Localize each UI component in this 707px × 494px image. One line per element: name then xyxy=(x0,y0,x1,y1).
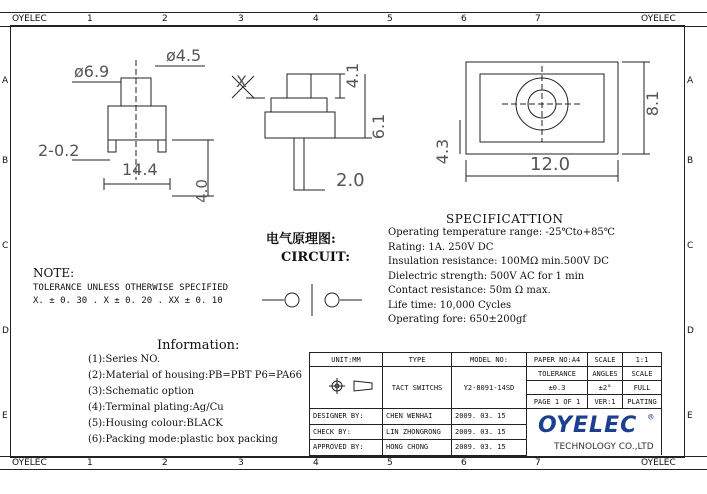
ruler-col-7: 7 xyxy=(535,14,541,24)
row-label-c: C xyxy=(2,241,9,251)
ruler-col-4: 4 xyxy=(313,458,319,468)
title-block xyxy=(309,352,662,456)
mid-view-pin xyxy=(294,138,304,190)
company-logo: OYELEC xyxy=(538,413,638,438)
dim-4-1: 4.1 xyxy=(343,62,363,89)
tb-check-value: LIN ZHONGRONG xyxy=(383,424,452,440)
tb-scale-header: SCALE xyxy=(588,353,623,367)
tb-angles-value: ±2° xyxy=(588,381,623,395)
info-item: (6):Packing mode:plastic box packing xyxy=(88,434,278,445)
spec-item: Insulation resistance: 100MΩ min.500V DC xyxy=(388,256,609,267)
dim-6-1: 6.1 xyxy=(369,113,389,140)
tb-tolerance-value: ±0.3 xyxy=(527,381,588,395)
tb-unit: UNIT:MM xyxy=(310,353,383,367)
tb-logo-cell xyxy=(527,409,662,456)
tb-angles: ANGLES xyxy=(588,367,623,381)
ruler-col-3: 3 xyxy=(238,458,244,468)
spec-item: Life time: 10,000 Cycles xyxy=(388,299,512,311)
ruler-col-2: 2 xyxy=(162,14,168,24)
tb-check-header: CHECK BY: xyxy=(310,424,383,440)
ruler-col-1: 1 xyxy=(87,14,93,24)
specification-title: SPECIFICATTION xyxy=(446,212,564,226)
tb-tolerance: TOLERANCE xyxy=(527,367,588,381)
dim-2-0: 2.0 xyxy=(336,170,365,191)
ruler-col-7: 7 xyxy=(535,458,541,468)
mid-view-upper-body xyxy=(271,98,327,112)
dim-4-0: 4.0 xyxy=(192,179,211,203)
tb-projection-cell xyxy=(310,367,383,409)
tb-designer-header: DESIGNER BY: xyxy=(310,409,383,425)
info-item: (1):Series NO. xyxy=(88,354,161,365)
company-name: TECHNOLOGY CO.,LTD xyxy=(554,442,654,452)
tb-page: PAGE 1 OF 1 xyxy=(527,395,588,409)
row-label-c: C xyxy=(687,241,694,251)
ruler-corner-left: OYELEC xyxy=(12,458,47,468)
row-label-a: A xyxy=(687,76,694,86)
ruler-col-6: 6 xyxy=(461,458,467,468)
dim-12-0: 12.0 xyxy=(530,154,571,175)
tb-check-date: 2009. 03. 15 xyxy=(452,424,527,440)
tb-scale2: SCALE xyxy=(623,367,662,381)
ruler-col-1: 1 xyxy=(87,458,93,468)
ruler-corner-right: OYELEC xyxy=(641,458,676,468)
row-label-e: E xyxy=(2,411,8,421)
circuit-title-en: CIRCUIT: xyxy=(281,250,351,265)
spec-item: Operating fore: 650±200gf xyxy=(388,314,527,325)
tb-model-value: Y2-8091-14SD xyxy=(452,367,527,409)
dim-2-0-2: 2-0.2 xyxy=(38,141,80,160)
ruler-col-5: 5 xyxy=(387,458,393,468)
circuit-title-cn: 电气原理图: xyxy=(266,232,336,247)
tb-plating: PLATING xyxy=(623,395,662,409)
note-line-1: TOLERANCE UNLESS OTHERWISE SPECIFIED xyxy=(33,283,229,293)
mid-view-lower-body xyxy=(265,112,335,138)
specification-list xyxy=(388,226,615,328)
tb-ver: VER:1 xyxy=(588,395,623,409)
spec-item: Operating temperature range: -25℃to+85℃ xyxy=(388,227,615,238)
ruler-col-2: 2 xyxy=(162,458,168,468)
spec-item: Dielectric strength: 500V AC for 1 min xyxy=(388,270,585,282)
tb-type-value: TACT SWITCHS xyxy=(383,367,452,409)
registered-mark-icon: ® xyxy=(648,413,654,423)
spec-item: Rating: 1A. 250V DC xyxy=(388,241,494,253)
dim-14-4: 14.4 xyxy=(122,160,158,179)
info-item: (5):Housing colour:BLACK xyxy=(88,418,223,429)
row-label-b: B xyxy=(687,156,694,166)
info-item: (2):Material of housing:PB=PBT P6=PA66 xyxy=(88,370,302,381)
left-view-body xyxy=(108,106,166,140)
ruler-col-4: 4 xyxy=(313,14,319,24)
left-view-pin-right xyxy=(158,140,166,152)
tb-approved-header: APPROVED BY: xyxy=(310,440,383,456)
dim-8-1: 8.1 xyxy=(643,90,663,117)
ruler-corner-left: OYELEC xyxy=(12,14,47,24)
ruler-col-3: 3 xyxy=(238,14,244,24)
tb-approved-date: 2009. 03. 15 xyxy=(452,440,527,456)
information-title: Information: xyxy=(157,338,240,353)
mid-view-cap xyxy=(287,74,311,98)
row-label-e: E xyxy=(687,411,693,421)
info-item: (3):Schematic option xyxy=(88,386,194,397)
tb-full: FULL xyxy=(623,381,662,395)
dim-diameter-6-9: ø6.9 xyxy=(74,62,110,81)
company-logo-area xyxy=(530,409,658,455)
tb-designer-value: CHEN WENHAI xyxy=(383,409,452,425)
ruler-corner-right: OYELEC xyxy=(641,14,676,24)
ruler-col-5: 5 xyxy=(387,14,393,24)
tb-paper: PAPER NO:A4 xyxy=(527,353,588,367)
dim-x: X xyxy=(236,72,247,91)
row-label-a: A xyxy=(2,76,9,86)
tb-approved-value: HONG CHONG xyxy=(383,440,452,456)
circuit-contact-left xyxy=(285,293,299,307)
row-label-d: D xyxy=(2,326,9,336)
left-view-pin-left xyxy=(108,140,116,152)
spec-item: Contact resistance: 50m Ω max. xyxy=(388,285,551,296)
tb-scale-value: 1:1 xyxy=(623,353,662,367)
row-label-b: B xyxy=(2,156,9,166)
ruler-col-6: 6 xyxy=(461,14,467,24)
tb-model-header: MODEL NO: xyxy=(452,353,527,367)
information-list xyxy=(88,352,302,448)
circuit-contact-right xyxy=(325,293,339,307)
dim-diameter-4-5: ø4.5 xyxy=(166,46,202,65)
info-item: (4):Terminal plating:Ag/Cu xyxy=(88,402,224,413)
row-label-d: D xyxy=(687,326,694,336)
tb-designer-date: 2009. 03. 15 xyxy=(452,409,527,425)
dim-4-3: 4.3 xyxy=(433,138,453,165)
note-line-2: X. ± 0. 30 . X ± 0. 20 . XX ± 0. 10 xyxy=(33,296,223,306)
tb-type-header: TYPE xyxy=(383,353,452,367)
note-title: NOTE: xyxy=(33,266,75,280)
